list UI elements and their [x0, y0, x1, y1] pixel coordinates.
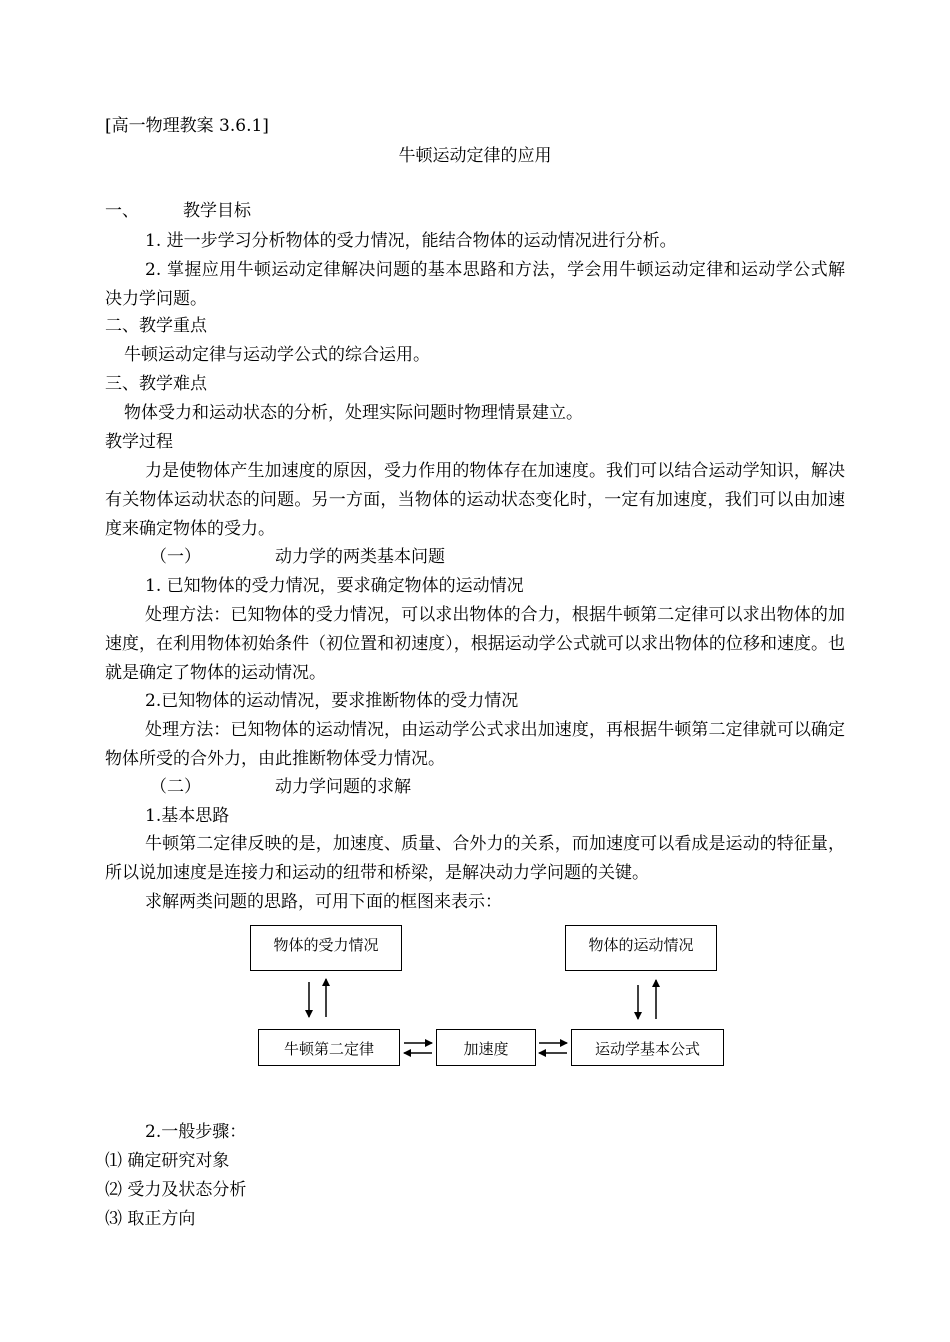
- doc-title: 牛顿运动定律的应用: [398, 146, 552, 166]
- force-condition-label: 物体的受力情况: [273, 936, 379, 954]
- process-title: 教学过程: [105, 432, 173, 452]
- intro-paragraph: 力是使物体产生加速度的原因，受力作用的物体存在加速度。我们可以结合运动学知识，解决有关物体运动状态的问题。另一方面，当物体的运动状态变化时，一定有加速度，我们可以由加速度来确定物体的受力。: [105, 461, 845, 539]
- diagram-intro: 求解两类问题的思路，可用下面的框图来表示：: [145, 892, 502, 912]
- steps-title: 2.一般步骤：: [145, 1122, 247, 1142]
- goal-2: 2. 掌握应用牛顿运动定律解决问题的基本思路和方法，学会用牛顿运动定律和运动学公式解决力学问题。: [105, 260, 845, 309]
- section-3-title: 三、教学难点: [105, 374, 207, 394]
- step-3: ⑶ 取正方向: [105, 1209, 196, 1229]
- part-2-item-1: 1.基本思路: [145, 806, 230, 826]
- section-2-title: 二、教学重点: [105, 316, 207, 336]
- part-1-number: （一）: [150, 547, 201, 567]
- part-2-number: （二）: [150, 777, 201, 797]
- part-2-paragraph: 牛顿第二定律反映的是，加速度、质量、合外力的关系，而加速度可以看成是运动的特征量，所以说加速度是连接力和运动的纽带和桥梁，是解决动力学问题的关键。: [105, 834, 845, 883]
- difficulty-text: 物体受力和运动状态的分析，处理实际问题时物理情景建立。: [124, 403, 583, 423]
- step-1: ⑴ 确定研究对象: [105, 1151, 230, 1171]
- part-1-method-2: 处理方法：已知物体的运动情况，由运动学公式求出加速度，再根据牛顿第二定律就可以确定物体所受的合外力，由此推断物体受力情况。: [105, 720, 845, 769]
- doc-header: [高一物理教案 3.6.1]: [105, 116, 269, 136]
- section-1-number: 一、: [105, 201, 139, 221]
- part-1-item-1: 1. 已知物体的受力情况，要求确定物体的运动情况: [145, 576, 524, 596]
- part-1-method-1: 处理方法：已知物体的受力情况，可以求出物体的合力，根据牛顿第二定律可以求出物体的加速度，在利用物体初始条件（初位置和初速度），根据运动学公式就可以求出物体的位移和速度。也就是确定了物体的运动情况。: [105, 605, 845, 683]
- step-2: ⑵ 受力及状态分析: [105, 1180, 247, 1200]
- motion-condition-label: 物体的运动情况: [588, 936, 694, 954]
- newton-second-law-label: 牛顿第二定律: [283, 1040, 374, 1058]
- kinematics-formula-label: 运动学基本公式: [594, 1040, 700, 1058]
- goal-1: 1. 进一步学习分析物体的受力情况，能结合物体的运动情况进行分析。: [145, 231, 677, 251]
- part-2-title: 动力学问题的求解: [275, 777, 411, 797]
- part-1-item-2: 2.已知物体的运动情况，要求推断物体的受力情况: [145, 691, 519, 711]
- part-1-title: 动力学的两类基本问题: [275, 547, 445, 567]
- acceleration-label: 加速度: [463, 1040, 509, 1058]
- focus-text: 牛顿运动定律与运动学公式的综合运用。: [124, 345, 430, 365]
- section-1-title: 教学目标: [183, 201, 251, 221]
